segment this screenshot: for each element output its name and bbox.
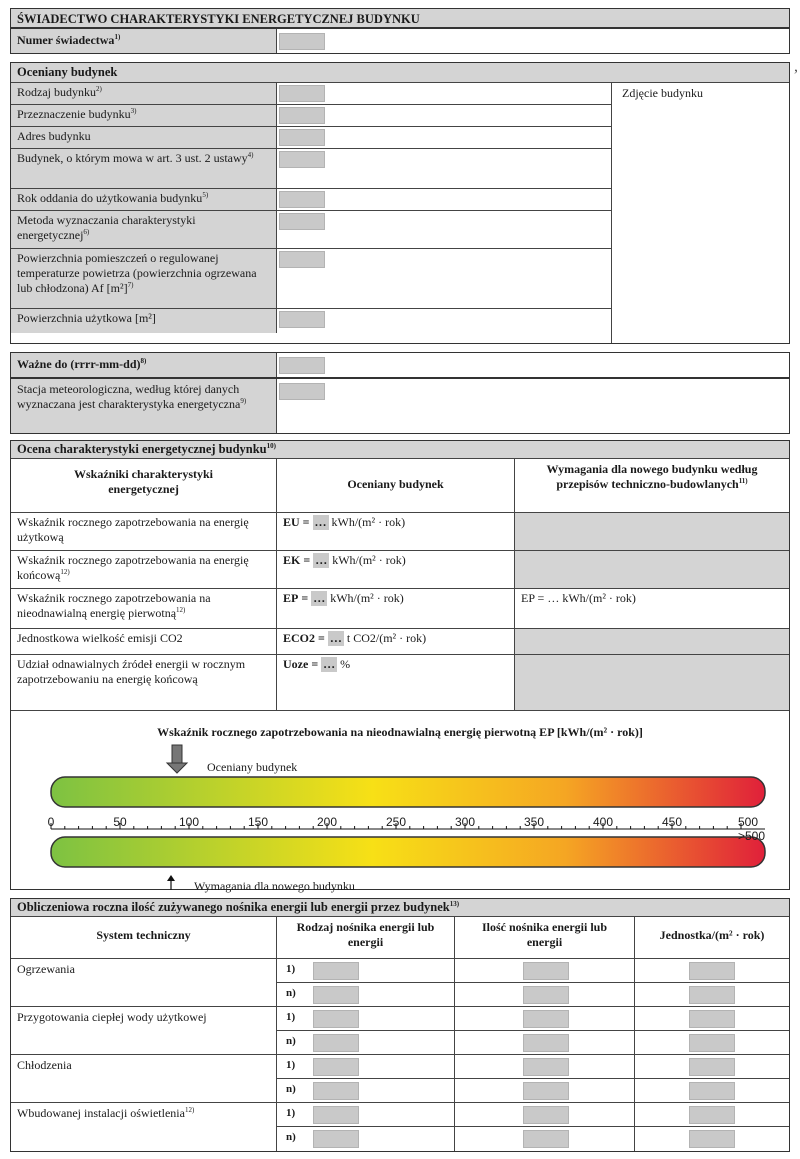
indicator-value-cell: EU = … kWh/(m² · rok) [277, 513, 515, 551]
consumption-cell [455, 1007, 635, 1031]
system-label-cell [11, 1055, 277, 1103]
consumption-cell [635, 1103, 789, 1127]
system-label: Chłodzenia [17, 1058, 72, 1072]
row-index-label: 1) [286, 1059, 296, 1071]
weather-station-row [10, 378, 790, 434]
consumption-cell [635, 1031, 789, 1055]
valid-until-row [10, 352, 790, 378]
col-header-building [277, 459, 515, 513]
building-row-footnote: 6) [83, 228, 90, 236]
carrier-amount-field[interactable] [523, 1106, 569, 1124]
building-row-field[interactable] [279, 85, 325, 102]
carrier-type-field[interactable] [313, 1010, 359, 1028]
assessment-section-footnote: 10) [266, 441, 276, 450]
indicator-value-field[interactable]: … [329, 631, 342, 645]
consumption-cell [635, 1055, 789, 1079]
weather-station-label-cell [11, 379, 277, 433]
building-row-field[interactable] [279, 107, 325, 124]
col-header-requirements-text: Wymagania dla nowego budynku według przepisów techniczno-budowlanych [546, 462, 758, 491]
decorative-mark: , [794, 58, 798, 75]
indicator-value-cell: ECO2 = … t CO2/(m² · rok) [277, 629, 515, 655]
building-row [11, 127, 611, 149]
row-index-label: n) [286, 987, 296, 999]
scale-tick-label: 500 >500 [738, 815, 766, 843]
scale-marker-building-label: Oceniany budynek [207, 760, 298, 774]
consumption-section-footnote: 13) [449, 899, 460, 908]
carrier-amount-field[interactable] [523, 1034, 569, 1052]
indicator-unit: t CO2/(m² · rok) [346, 631, 427, 645]
indicator-label-cell [11, 655, 277, 711]
building-marker-arrow-icon [167, 745, 187, 773]
row-index-label: 1) [286, 1107, 296, 1119]
unit-field[interactable] [689, 986, 735, 1004]
building-section-header [11, 63, 789, 83]
valid-until-field[interactable] [279, 357, 325, 374]
certificate-number-label: Numer świadectwa [17, 33, 115, 47]
consumption-cell [277, 1031, 455, 1055]
consumption-cell [635, 983, 789, 1007]
scale-tick-label: 100 [178, 815, 200, 829]
consumption-cell [635, 1127, 789, 1151]
indicator-label-cell [11, 551, 277, 589]
carrier-type-field[interactable] [313, 986, 359, 1004]
building-row-footnote: 5) [202, 191, 209, 199]
indicator-requirement-cell [515, 655, 789, 711]
carrier-amount-field[interactable] [523, 1010, 569, 1028]
consumption-cell [277, 1103, 455, 1127]
indicator-unit: kWh/(m² · rok) [332, 553, 406, 567]
consumption-cell [635, 959, 789, 983]
scale-bar-top [51, 777, 765, 807]
building-section-title: Oceniany budynek [17, 65, 118, 79]
scale-tick-label: 150 [247, 815, 269, 829]
indicator-value-cell: Uoze = … % [277, 655, 515, 711]
consumption-section [10, 898, 790, 1152]
assessment-section-header [11, 441, 789, 459]
building-photo-label: Zdjęcie budynku [622, 86, 703, 100]
building-row-field[interactable] [279, 151, 325, 168]
scale-tick-label: 50 [113, 815, 127, 829]
weather-station-label: Stacja meteorologiczna, według której danych wyznaczana jest charakterystyka energetyczna [17, 382, 241, 411]
indicator-label-cell [11, 629, 277, 655]
col-header-amount [455, 917, 635, 959]
building-row-label-cell [11, 211, 277, 249]
col-header-system-text: System techniczny [96, 928, 191, 942]
consumption-cell [277, 1079, 455, 1103]
row-index-label: 1) [286, 963, 296, 975]
indicator-value-field[interactable]: … [314, 515, 327, 529]
building-row [11, 249, 611, 309]
indicator-label: Udział odnawialnych źródeł energii w rocznym zapotrzebowaniu na energię końcową [17, 657, 246, 686]
system-label: Wbudowanej instalacji oświetlenia [17, 1106, 185, 1120]
system-label: Ogrzewania [17, 962, 75, 976]
valid-until-label: Ważne do (rrrr-mm-dd) [17, 357, 141, 371]
carrier-amount-field[interactable] [523, 1058, 569, 1076]
system-label-cell [11, 1103, 277, 1151]
consumption-cell [455, 1055, 635, 1079]
system-label-cell [11, 959, 277, 1007]
indicator-value-field[interactable]: … [313, 591, 326, 605]
building-row-footnote: 3) [130, 107, 137, 115]
indicator-footnote: 12) [60, 568, 70, 576]
building-row-footnote: 7) [127, 281, 134, 289]
consumption-cell [455, 1103, 635, 1127]
col-header-carrier [277, 917, 455, 959]
certificate-number-row [10, 28, 790, 54]
indicator-label: Wskaźnik rocznego zapotrzebowania na energię końcową [17, 553, 249, 582]
system-label: Przygotowania ciepłej wody użytkowej [17, 1010, 207, 1024]
valid-until-label-cell [11, 353, 277, 377]
building-row-label: Metoda wyznaczania charakterystyki energetycznej [17, 213, 196, 242]
col-header-system [11, 917, 277, 959]
indicator-requirement-cell [515, 551, 789, 589]
carrier-type-field[interactable] [313, 1130, 359, 1148]
building-row [11, 83, 611, 105]
indicator-symbol: ECO2 [283, 631, 316, 645]
unit-field[interactable] [689, 962, 735, 980]
valid-until-footnote: 8) [140, 357, 147, 365]
col-header-requirements-footnote: 11) [738, 477, 748, 485]
col-header-requirements [515, 459, 789, 513]
consumption-cell [277, 1055, 455, 1079]
building-row-label-cell [11, 127, 277, 149]
indicator-footnote: 12) [176, 606, 186, 614]
unit-field[interactable] [689, 1058, 735, 1076]
carrier-type-field[interactable] [313, 962, 359, 980]
title-bar [10, 8, 790, 28]
indicator-requirement-cell [515, 629, 789, 655]
building-row-label-cell [11, 309, 277, 333]
consumption-cell [455, 959, 635, 983]
carrier-type-field[interactable] [313, 1058, 359, 1076]
building-section [10, 62, 790, 344]
row-index-label: 1) [286, 1011, 296, 1023]
scale-tick-label: 450 [661, 815, 683, 829]
building-row-label: Powierzchnia użytkowa [m²] [17, 311, 156, 325]
consumption-cell [277, 959, 455, 983]
indicator-label: Wskaźnik rocznego zapotrzebowania na nieodnawialną energię pierwotną [17, 591, 211, 620]
row-index-label: n) [286, 1083, 296, 1095]
indicator-label: Jednostkowa wielkość emisji CO2 [17, 631, 183, 645]
col-header-unit [635, 917, 789, 959]
building-row-label: Budynek, o którym mowa w art. 3 ust. 2 ustawy [17, 151, 248, 165]
building-row-label: Rodzaj budynku [17, 85, 96, 99]
scale-tick-label: 400 [592, 815, 614, 829]
unit-field[interactable] [689, 1034, 735, 1052]
scale-tick-label: 350 [523, 815, 545, 829]
building-row-label-cell [11, 105, 277, 127]
certificate-number-field[interactable] [279, 33, 325, 50]
building-photo-cell[interactable] [611, 83, 789, 343]
building-row [11, 309, 611, 333]
building-row-field[interactable] [279, 129, 325, 146]
carrier-amount-field[interactable] [523, 962, 569, 980]
building-row-label: Rok oddania do użytkowania budynku [17, 191, 203, 205]
col-header-indicators [11, 459, 277, 513]
col-header-amount-text: Ilość nośnika energii lub energii [481, 920, 608, 949]
unit-field[interactable] [689, 1010, 735, 1028]
consumption-cell [277, 983, 455, 1007]
building-row [11, 189, 611, 211]
consumption-cell [455, 1079, 635, 1103]
building-row-label-cell [11, 189, 277, 211]
building-row-label: Przeznaczenie budynku [17, 107, 131, 121]
scale-tick-label: 250 [385, 815, 407, 829]
indicator-value-cell: EP = … kWh/(m² · rok) [277, 589, 515, 629]
indicator-requirement-cell [515, 513, 789, 551]
row-index-label: n) [286, 1131, 296, 1143]
col-header-unit-text: Jednostka/(m² · rok) [659, 928, 765, 942]
consumption-cell [635, 1007, 789, 1031]
carrier-type-field[interactable] [313, 1082, 359, 1100]
building-row [11, 211, 611, 249]
weather-station-footnote: 9) [240, 397, 247, 405]
carrier-amount-field[interactable] [523, 1082, 569, 1100]
indicator-value-cell: EK = … kWh/(m² · rok) [277, 551, 515, 589]
system-label-cell [11, 1007, 277, 1055]
scale-title: Wskaźnik rocznego zapotrzebowania na nieodnawialną energię pierwotną EP [kWh/(m² · rok)] [157, 725, 643, 739]
building-row-footnote: 2) [96, 85, 102, 93]
building-row-field[interactable] [279, 311, 325, 328]
unit-field[interactable] [689, 1082, 735, 1100]
indicator-requirement-value: EP = … kWh/(m² · rok) [521, 591, 636, 605]
consumption-cell [277, 1007, 455, 1031]
col-header-indicators-text: Wskaźniki charakterystyki energetycznej [73, 467, 213, 496]
unit-field[interactable] [689, 1130, 735, 1148]
scale-tick-label: 0 [47, 815, 55, 829]
building-row [11, 105, 611, 127]
carrier-type-field[interactable] [313, 1106, 359, 1124]
building-row-label: Adres budynku [17, 129, 91, 143]
building-row-field[interactable] [279, 191, 325, 208]
indicator-requirement-cell[interactable] [515, 589, 789, 629]
building-row-label-cell [11, 249, 277, 309]
consumption-cell [455, 983, 635, 1007]
weather-station-field[interactable] [279, 383, 325, 400]
carrier-type-field[interactable] [313, 1034, 359, 1052]
building-row [11, 149, 611, 189]
indicator-value-field[interactable]: … [315, 553, 328, 567]
building-row-label-cell [11, 149, 277, 189]
unit-field[interactable] [689, 1106, 735, 1124]
building-row-footnote: 4) [247, 151, 254, 159]
consumption-cell [455, 1127, 635, 1151]
indicator-label-cell [11, 513, 277, 551]
building-row-label-cell [11, 83, 277, 105]
indicator-unit: kWh/(m² · rok) [331, 515, 406, 529]
indicator-unit: % [340, 657, 351, 671]
certificate-number-footnote: 1) [114, 33, 121, 41]
scale-tick-label: 300 [454, 815, 476, 829]
system-footnote: 12) [184, 1106, 195, 1114]
col-header-building-text: Oceniany budynek [347, 477, 444, 491]
indicator-symbol: EK [283, 553, 301, 567]
scale-labels [11, 815, 789, 843]
page-title: ŚWIADECTWO CHARAKTERYSTYKI ENERGETYCZNEJ BUDYNKU [17, 12, 420, 26]
assessment-section [10, 440, 790, 893]
indicator-label: Wskaźnik rocznego zapotrzebowania na energię użytkową [17, 515, 249, 544]
indicator-symbol: EU [283, 515, 300, 529]
certificate-number-label-cell [11, 29, 277, 53]
indicator-unit: kWh/(m² · rok) [330, 591, 404, 605]
indicator-value-field[interactable]: … [323, 657, 336, 671]
indicator-label-cell [11, 589, 277, 629]
scale-marker-requirements-label: Wymagania dla nowego budynku [194, 879, 355, 893]
carrier-amount-field[interactable] [523, 986, 569, 1004]
scale-tick-label: 200 [316, 815, 338, 829]
indicator-symbol: EP [283, 591, 299, 605]
consumption-cell [277, 1127, 455, 1151]
requirements-marker-arrow-icon [167, 875, 175, 890]
assessment-section-title: Ocena charakterystyki energetycznej budynku [17, 442, 267, 456]
building-row-label: Powierzchnia pomieszczeń o regulowanej temperaturze powietrza (powierzchnia ogrzewana lub chłodzona) Af [m²] [17, 251, 257, 295]
consumption-section-header [11, 899, 789, 917]
col-header-carrier-text: Rodzaj nośnika energii lub energii [296, 920, 435, 949]
building-row-field[interactable] [279, 213, 325, 230]
consumption-section-title: Obliczeniowa roczna ilość zużywanego nośnika energii lub energii przez budynek [17, 900, 450, 914]
consumption-cell [455, 1031, 635, 1055]
building-row-field[interactable] [279, 251, 325, 268]
row-index-label: n) [286, 1035, 296, 1047]
indicator-symbol: Uoze [283, 657, 309, 671]
scale-bar-bottom [51, 837, 765, 867]
carrier-amount-field[interactable] [523, 1130, 569, 1148]
consumption-cell [635, 1079, 789, 1103]
